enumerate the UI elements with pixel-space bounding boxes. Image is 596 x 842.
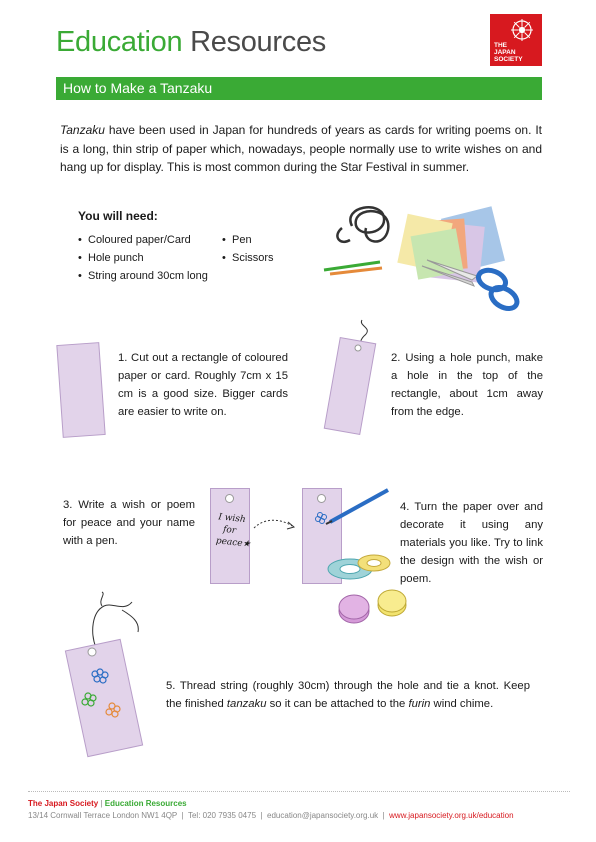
wish-handwriting: I wish for peace★ — [215, 512, 252, 550]
step-3-text: 3. Write a wish or poem for peace and your name with a pen. — [63, 499, 195, 547]
pen-icon — [312, 488, 392, 538]
finished-tanzaku-illustration — [62, 592, 172, 752]
footer-email-link[interactable]: education@japansociety.org.uk — [267, 811, 379, 820]
pencil-icon — [324, 262, 382, 274]
needs-list-right: • Pen • Scissors — [222, 234, 274, 264]
needs-item: Pen — [232, 234, 252, 246]
punch-hole — [225, 494, 234, 503]
intro-text: have been used in Japan for hundreds of years as cards for writing poems on. It is a long, thin strip of paper which, nowadays, people normally use to write wishes on and hang up for display. This is most common during the Star Festival in summer. — [60, 123, 542, 174]
needs-item: Coloured paper/Card — [88, 234, 191, 246]
logo-text: THE JAPAN SOCIETY — [494, 42, 523, 63]
footer-org-line: The Japan Society | Education Resources — [28, 799, 187, 808]
header-title-part1: Education — [56, 26, 183, 58]
footer-tel: Tel: 020 7935 0475 — [187, 811, 257, 820]
footer-website-link[interactable]: www.japansociety.org.uk/education — [389, 811, 514, 820]
materials-illustration — [322, 198, 532, 318]
intro-paragraph — [60, 121, 542, 177]
string-coil-icon — [337, 207, 388, 242]
step-1-text: 1. Cut out a rectangle of coloured paper or card. Roughly 7cm x 15 cm is a good size. Bigger cards are easier to write on. — [118, 352, 288, 418]
step-4-text: 4. Turn the paper over and decorate it using any materials you like. Try to link the design with the wish or poem. — [400, 501, 543, 585]
craft-materials-illustration — [326, 545, 436, 635]
footer-divider — [28, 791, 570, 792]
plain-card-illustration — [57, 340, 107, 440]
wish-card — [210, 488, 250, 584]
step-5-text: 5. Thread string (roughly 30cm) through the hole and tie a knot. Keep the finished tanzaku so it can be attached to the furin wind chime. — [166, 680, 530, 710]
footer-address: 13/14 Cornwall Terrace London NW1 4QP — [28, 811, 178, 820]
step-2-text: 2. Using a hole punch, make a hole in the top of the rectangle, about 1cm away from the edge. — [391, 352, 543, 418]
footer-dept: Education Resources — [104, 799, 187, 808]
page-header-title — [56, 26, 326, 59]
needs-list-left: • Coloured paper/Card • Hole punch • String around 30cm long — [78, 234, 208, 282]
arrow-icon — [252, 516, 302, 536]
button-stack-icon — [339, 590, 406, 623]
needs-item: Scissors — [232, 252, 274, 264]
needs-item: String around 30cm long — [88, 270, 208, 282]
header-title-part2: Resources — [190, 26, 326, 58]
washi-tape-icon — [328, 555, 390, 579]
section-title: How to Make a Tanzaku — [63, 80, 213, 96]
needs-title: You will need: — [78, 209, 158, 223]
footer-org: The Japan Society — [28, 799, 99, 808]
needs-item: Hole punch — [88, 252, 144, 264]
punched-card-illustration — [318, 318, 378, 438]
intro-term: Tanzaku — [60, 123, 105, 137]
flower-doodle-icon — [316, 513, 327, 524]
footer-contact-line: 13/14 Cornwall Terrace London NW1 4QP | Tel: 020 7935 0475 | education@japansociety.org.uk | www.japansociety.org.uk/education — [28, 811, 514, 820]
